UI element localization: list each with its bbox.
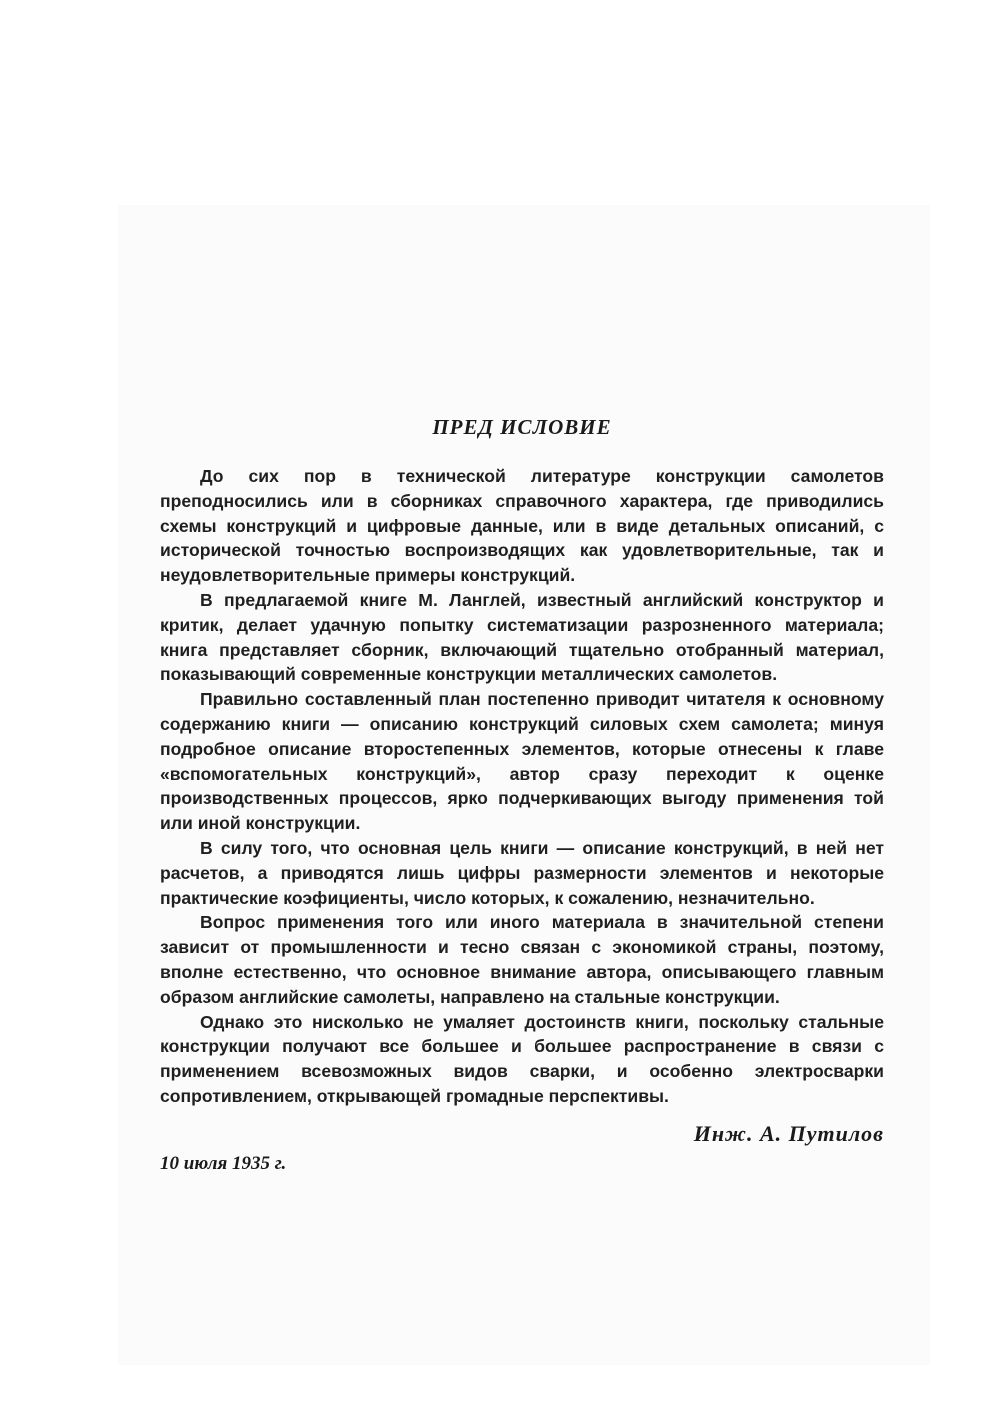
author-signature: Инж. А. Путилов <box>693 1120 884 1146</box>
paragraph-6: Однако это нисколько не умаляет достоинств книги, поскольку стальные конструкции получают все большее и большее распространение в связи с применением всевозможных видов сварки, и особенно электросварки сопротивлением, открывающей громадные перспективы. <box>160 1011 884 1106</box>
paragraph-3: Правильно составленный план постепенно приводит читателя к основному содержанию книги — описанию конструкций силовых схем самолета; минуя подробное описание второстепенных элементов, которые отнесены к главе «вспомогательных конструкций», автор сразу переходит к оценке производственных процессов, ярко подчеркивающих выгоду применения той или иной конструкции. <box>160 689 884 834</box>
paragraph-4: В силу того, что основная цель книги — описание конструкций, в ней нет расчетов, а приводятся лишь цифры размерности элементов и некоторые практические коэфициенты, число которых, к сожалению, незначительно. <box>160 837 884 908</box>
paragraph-2: В предлагаемой книге М. Ланглей, известный английский конструктор и критик, делает удачную попытку систематизации разрозненного материала; книга представляет сборник, включающий тщательно отобранный материал, показывающий современные конструкции металлических самолетов. <box>160 589 884 685</box>
paragraph-1: До сих пор в технической литературе конструкции самолетов преподносились или в сборниках справочного характера, где приводились схемы конструкций и цифровые данные, или в виде детальных описаний, с исторической точностью воспроизводящих как удовлетворительные, так и неудовлетворительные примеры конструкций. <box>160 466 884 586</box>
document-date: 10 июля 1935 г. <box>160 1152 287 1174</box>
page-title: ПРЕД ИСЛОВИЕ <box>432 415 612 439</box>
paragraph-5: Вопрос применения того или иного материала в значительной степени зависит от промышленности и тесно связан с экономикой страны, поэтому, вполне естественно, что основное внимание автора, описывающего главным образом английские самолеты, направлено на стальные конструкции. <box>160 912 884 1007</box>
document-page <box>160 412 884 1177</box>
